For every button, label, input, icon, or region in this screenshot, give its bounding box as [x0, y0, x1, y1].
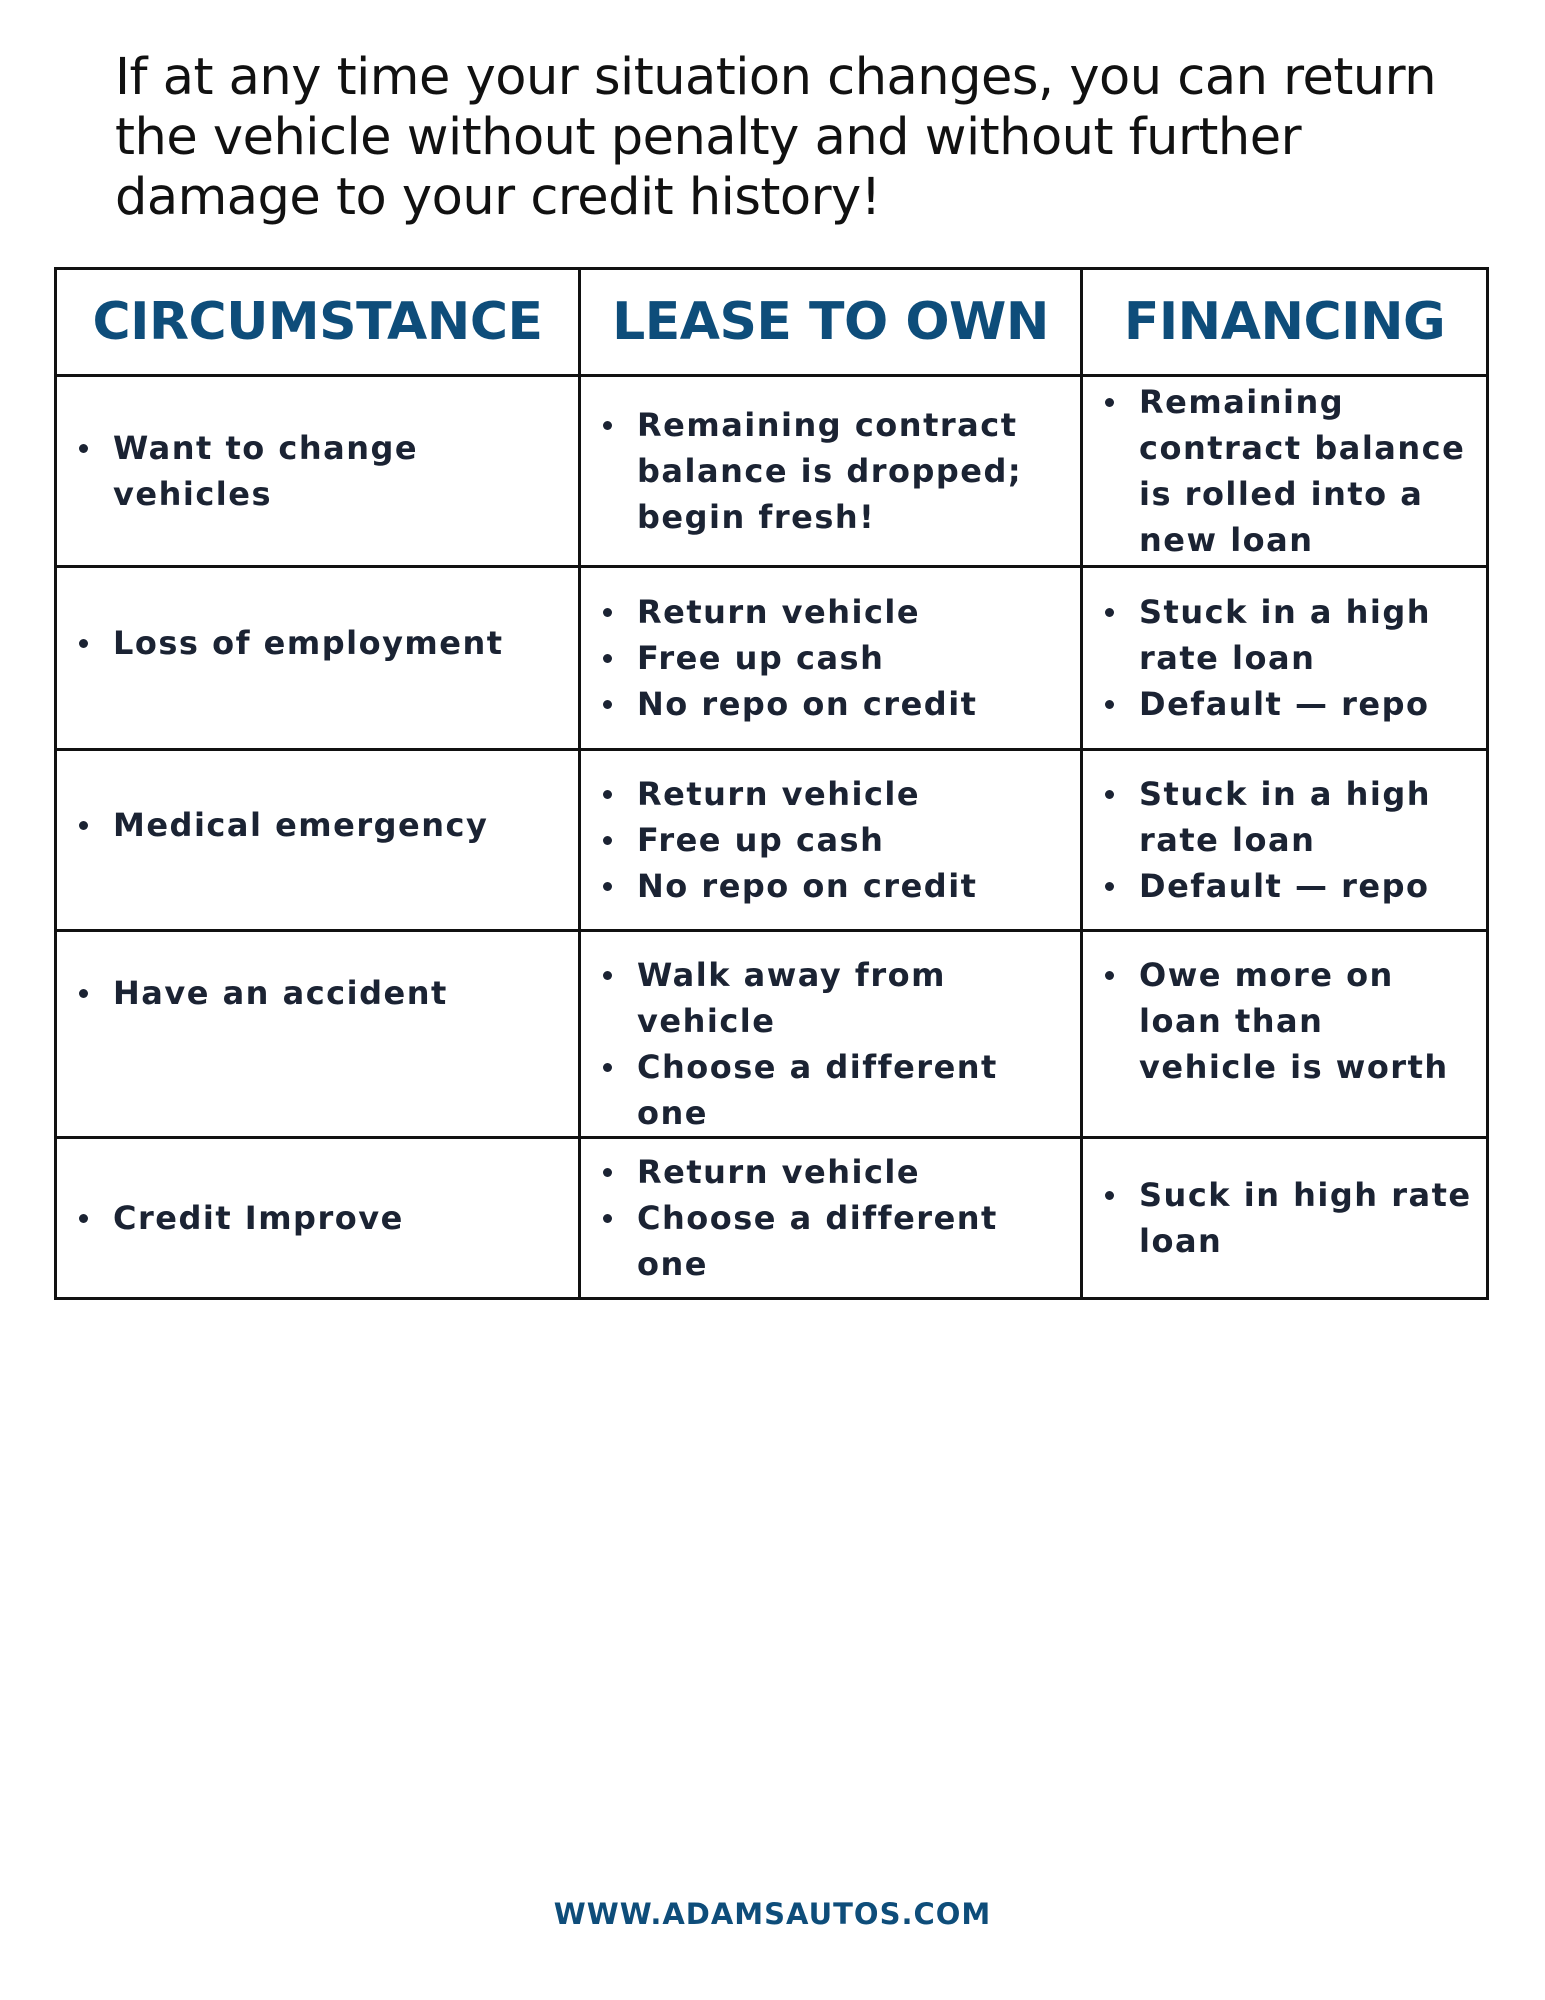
- list-item: Return vehicle: [597, 589, 1068, 635]
- circumstance-cell: [56, 1138, 580, 1299]
- header-lease-to-own: LEASE TO OWN: [580, 269, 1082, 376]
- list-item: Walk away from vehicle: [597, 952, 1068, 1044]
- header-financing: FINANCING: [1082, 269, 1488, 376]
- table-row: [56, 750, 1488, 931]
- list-item: Suck in high rate loan: [1099, 1172, 1474, 1264]
- financing-cell: [1082, 567, 1488, 750]
- circumstance-cell: [56, 750, 580, 931]
- list-item: Stuck in a high rate loan: [1099, 771, 1474, 863]
- list-item: Default — repo: [1099, 681, 1474, 727]
- list-item: Default — repo: [1099, 863, 1474, 909]
- list-item: Owe more on loan than vehicle is worth: [1099, 952, 1474, 1090]
- lease-to-own-cell: [580, 567, 1082, 750]
- header-circumstance: CIRCUMSTANCE: [56, 269, 580, 376]
- table-row: [56, 376, 1488, 567]
- list-item: Return vehicle: [597, 1149, 1068, 1195]
- financing-cell: [1082, 750, 1488, 931]
- list-item: Stuck in a high rate loan: [1099, 589, 1474, 681]
- list-item: Remaining contract balance is rolled into a new loan: [1099, 379, 1474, 563]
- list-item: Free up cash: [597, 635, 1068, 681]
- intro-paragraph: If at any time your situation changes, you can return the vehicle without penalty and without further damage to your credit history!: [115, 48, 1437, 227]
- financing-cell: [1082, 1138, 1488, 1299]
- lease-to-own-cell: [580, 1138, 1082, 1299]
- table-header-row: [56, 269, 1488, 376]
- list-item: Credit Improve: [73, 1195, 566, 1241]
- list-item: Choose a different one: [597, 1195, 1068, 1287]
- list-item: Return vehicle: [597, 771, 1068, 817]
- list-item: No repo on credit: [597, 681, 1068, 727]
- lease-to-own-cell: [580, 931, 1082, 1138]
- financing-cell: [1082, 376, 1488, 567]
- list-item: Loss of employment: [73, 620, 566, 666]
- list-item: Medical emergency: [73, 802, 566, 848]
- lease-to-own-cell: [580, 750, 1082, 931]
- list-item: Have an accident: [73, 970, 566, 1016]
- circumstance-cell: [56, 931, 580, 1138]
- comparison-table: [54, 267, 1489, 1300]
- table-row: [56, 1138, 1488, 1299]
- list-item: Free up cash: [597, 817, 1068, 863]
- table-row: [56, 931, 1488, 1138]
- list-item: Choose a different one: [597, 1044, 1068, 1136]
- financing-cell: [1082, 931, 1488, 1138]
- table-row: [56, 567, 1488, 750]
- footer-website-link[interactable]: WWW.ADAMSAUTOS.COM: [553, 1897, 992, 1931]
- list-item: Remaining contract balance is dropped; begin fresh!: [597, 402, 1068, 540]
- lease-to-own-cell: [580, 376, 1082, 567]
- list-item: Want to change vehicles: [73, 425, 566, 517]
- circumstance-cell: [56, 567, 580, 750]
- circumstance-cell: [56, 376, 580, 567]
- list-item: No repo on credit: [597, 863, 1068, 909]
